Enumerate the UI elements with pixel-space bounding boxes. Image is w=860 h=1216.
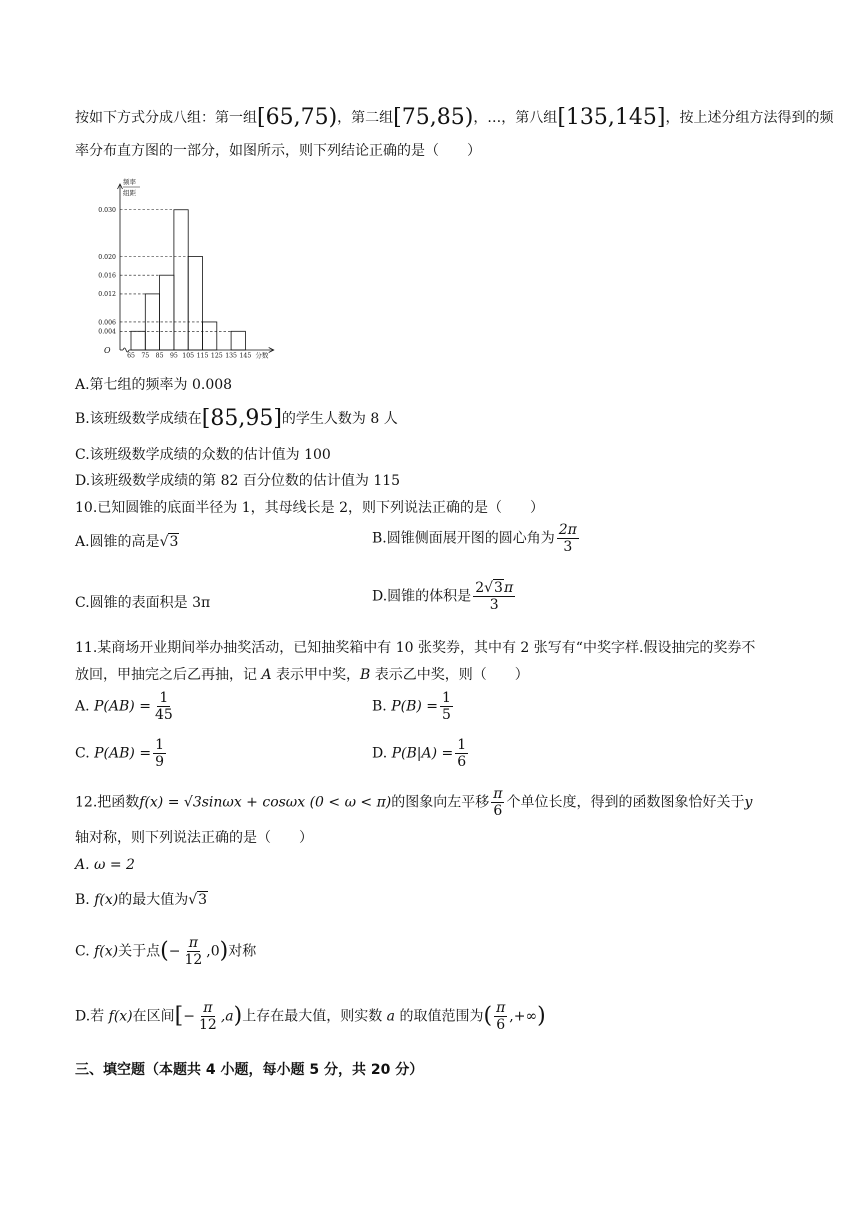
q10-option-c: C.圆锥的表面积是 3π [75, 595, 211, 611]
pi-symbol: π [503, 580, 514, 596]
y-axis-label-top: 频率 [123, 178, 136, 186]
denominator: 6 [457, 754, 467, 771]
q12-text: 12.把函数 [75, 794, 140, 811]
sqrt-expression: √3 [484, 580, 503, 596]
x-tick-label: 125 [210, 352, 223, 360]
group-1-interval: [65,75) [257, 105, 338, 130]
q12-option-a: A. ω = 2 [75, 857, 135, 873]
fraction [153, 690, 175, 723]
fraction [153, 737, 166, 770]
y-tick-label: 0.012 [98, 291, 116, 299]
q9-option-b-text: B.该班级数学成绩在 [75, 411, 202, 428]
function-symbol: f(x) [94, 892, 119, 908]
q12-text: 的图象向左平移 [391, 794, 490, 811]
q11-text: 放回，甲抽完之后乙再抽，记 [75, 667, 262, 683]
y-tick-label: 0.006 [98, 319, 116, 327]
intro-text: 按如下方式分成八组：第一组 [75, 110, 257, 127]
axis-break [123, 348, 129, 352]
intro-text: ，按上述分组方法得到的频 [665, 110, 834, 127]
denominator: 12 [184, 952, 203, 969]
q10-option-a [75, 534, 179, 551]
fraction [491, 786, 504, 819]
q12-option-c [75, 935, 256, 968]
q12-text: 的取值范围为 [395, 1008, 484, 1025]
fraction [473, 580, 515, 613]
probability-expression: P(B) = [391, 698, 439, 715]
function-symbol: f(x) [94, 943, 119, 960]
x-axis-label: 分数 [255, 351, 269, 360]
section-3-heading: 三、填空题（本题共 4 小题，每小题 5 分，共 20 分） [75, 1062, 424, 1078]
fraction [182, 935, 204, 968]
q12-option-d [75, 1000, 546, 1033]
sqrt-expression: √3 [159, 534, 179, 550]
histogram-bar [174, 210, 188, 350]
probability-expression: P(AB) = [94, 745, 152, 762]
origin-label: O [104, 346, 111, 355]
q9-option-b-text: 的学生人数为 8 人 [281, 411, 398, 428]
fraction [440, 690, 453, 723]
q9-option-b [75, 406, 398, 432]
q9-option-d: D.该班级数学成绩的第 82 百分位数的估计值为 115 [75, 473, 401, 489]
q11-text: 表示甲中奖， [271, 667, 361, 683]
x-tick-label: 75 [141, 352, 150, 360]
probability-expression: P(B|A) = [391, 745, 454, 762]
probability-expression: P(AB) = [94, 698, 151, 715]
denominator: 6 [496, 1017, 506, 1034]
option-label: B. [75, 892, 95, 908]
fraction [557, 522, 579, 555]
x-tick-label: 105 [182, 352, 195, 360]
minus-sign: − [183, 1008, 195, 1025]
sqrt-expression: √3 [188, 892, 208, 908]
q10-option-b-text: B.圆锥侧面展开图的圆心角为 [372, 530, 555, 547]
radicand: 3 [169, 534, 179, 550]
denominator: 3 [489, 597, 499, 614]
radicand: 3 [494, 580, 503, 596]
option-label: A. [75, 698, 95, 715]
group-8-interval: [135,145] [557, 105, 666, 130]
y-tick-label: 0.016 [98, 272, 116, 280]
option-label: D. [372, 745, 392, 762]
numerator: π [493, 786, 503, 802]
coefficient: 2 [475, 580, 485, 596]
variable-a: a [386, 1008, 396, 1025]
paren-close: ) [219, 938, 229, 964]
numerator: 1 [442, 690, 451, 706]
interval-end: ,a [220, 1008, 234, 1025]
q12-text: 上存在最大值，则实数 [242, 1008, 387, 1025]
q11-option-c [75, 737, 168, 770]
histogram-bar [231, 331, 245, 350]
paren-open: ( [160, 938, 169, 964]
y-axis-variable: y [744, 794, 753, 811]
x-tick-label: 145 [239, 352, 252, 360]
fraction [455, 737, 468, 770]
option-label: C. [75, 745, 95, 762]
numerator: π [188, 935, 198, 951]
y-tick-label: 0.020 [98, 253, 116, 261]
radicand: 3 [198, 892, 208, 908]
paren-close: ) [537, 1003, 546, 1029]
numerator: 2π [558, 522, 577, 538]
range-tail: ,+∞ [509, 1008, 538, 1025]
group-2-interval: [75,85) [393, 105, 474, 130]
x-tick-label: 135 [225, 352, 238, 360]
q12-text: 关于点 [118, 943, 161, 960]
denominator: 5 [442, 707, 451, 724]
q12-text: 的最大值为 [118, 892, 189, 908]
bracket-open: [ [174, 1003, 184, 1029]
function-definition: f(x) = √3sinωx + cosωx (0 < ω < π) [139, 794, 392, 811]
event-b: B [360, 667, 371, 683]
q11-option-b [372, 690, 455, 723]
numerator: π [496, 1000, 506, 1016]
q11-stem-line-1: 11.某商场开业期间举办抽奖活动，已知抽奖箱中有 10 张奖券，其中有 2 张写有“中奖字样.假设抽完的奖券不 [75, 640, 756, 656]
point-coordinate: ,0 [206, 943, 220, 960]
q10-option-a-text: A.圆锥的高是 [75, 534, 160, 550]
q12-text: 在区间 [132, 1008, 175, 1025]
histogram-bar [188, 257, 202, 351]
y-axis-label-bottom: 组距 [123, 189, 136, 197]
denominator: 6 [493, 803, 503, 820]
denominator: 3 [563, 539, 573, 556]
intro-text: ，…，第八组 [473, 110, 558, 127]
fraction [197, 1000, 219, 1033]
x-tick-label: 65 [127, 352, 135, 360]
histogram-bar [131, 331, 145, 350]
q12-stem-line-2: 轴对称，则下列说法正确的是（ ） [75, 830, 313, 846]
q9-option-a: A.第七组的频率为 0.008 [75, 377, 233, 393]
q12-text: 对称 [228, 943, 257, 960]
function-symbol: f(x) [108, 1008, 133, 1025]
fraction [494, 1000, 507, 1033]
intro-line-1 [75, 105, 833, 131]
q9-option-c: C.该班级数学成绩的众数的估计值为 100 [75, 447, 331, 463]
q11-option-d [372, 737, 470, 770]
numerator [473, 580, 515, 597]
q11-option-a [75, 690, 177, 723]
x-tick-label: 115 [196, 352, 209, 360]
denominator: 12 [198, 1017, 217, 1034]
q12-text: 个单位长度，得到的函数图象恰好关于 [506, 794, 745, 811]
histogram-bar [160, 275, 174, 350]
x-tick-label: 95 [169, 352, 178, 360]
minus-sign: − [168, 943, 181, 960]
q11-stem-line-2 [75, 667, 529, 684]
q10-option-b [372, 522, 581, 555]
paren-open: ( [483, 1003, 493, 1029]
histogram-bar [203, 322, 217, 350]
denominator: 9 [155, 754, 164, 771]
frequency-histogram [75, 176, 315, 361]
option-label: D.若 [75, 1008, 109, 1025]
numerator: π [203, 1000, 213, 1016]
q10-option-d-text: D.圆锥的体积是 [372, 588, 472, 605]
x-tick-label: 85 [155, 352, 164, 360]
numerator: 1 [155, 737, 164, 753]
intro-line-2: 率分布直方图的一部分，如图所示，则下列结论正确的是（ ） [75, 143, 481, 159]
numerator: 1 [457, 737, 467, 753]
q11-text: 表示乙中奖，则（ ） [370, 667, 529, 683]
numerator: 1 [159, 690, 169, 706]
intro-text: ，第二组 [337, 110, 394, 127]
event-a: A [261, 667, 272, 683]
option-label: C. [75, 943, 95, 960]
denominator: 45 [154, 707, 173, 724]
q12-option-b [75, 892, 208, 909]
paren-close: ) [233, 1003, 243, 1029]
q12-stem-line-1 [75, 786, 752, 819]
q9-option-b-interval: [85,95] [201, 406, 282, 431]
q10-stem: 10.已知圆锥的底面半径为 1，其母线长是 2，则下列说法正确的是（ ） [75, 500, 544, 516]
y-tick-label: 0.030 [98, 207, 116, 215]
y-tick-label: 0.004 [98, 328, 116, 336]
option-label: B. [372, 698, 392, 715]
q10-option-d [372, 580, 517, 613]
